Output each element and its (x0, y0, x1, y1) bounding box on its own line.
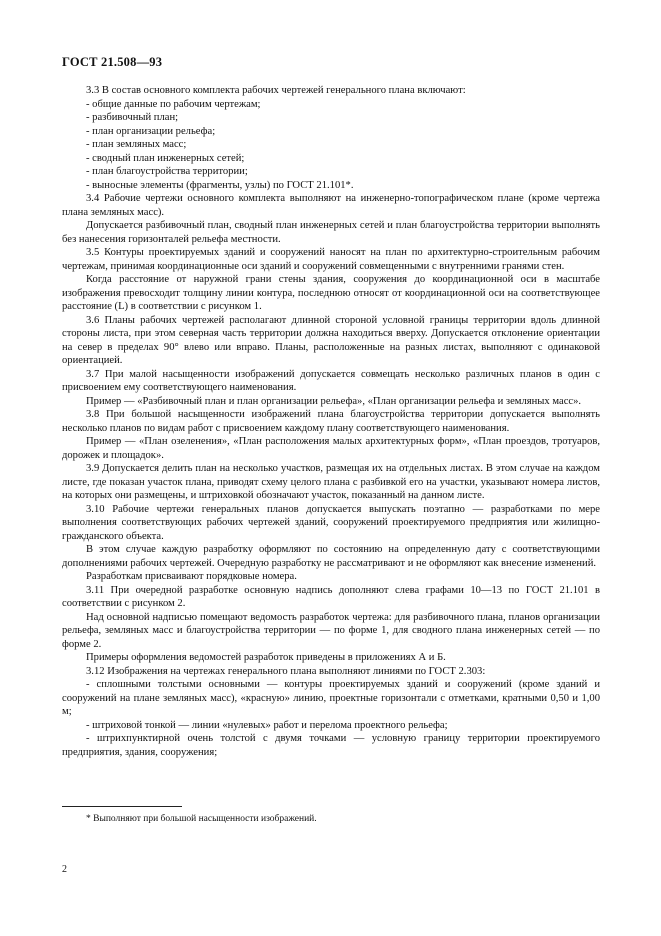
list-item: - план благоустройства территории; (86, 166, 248, 177)
list-item: - сводный план инженерных сетей; (86, 152, 245, 164)
paragraph: Над основной надписью помещают ведомость разработок чертежа: для разбивочного плана, планов организации рельефа, земляных масс и благоустройства территории — по форме 1, для сводного плана инженерных сетей — по форме 2. (62, 611, 600, 650)
document-header: ГОСТ 21.508—93 (62, 55, 163, 69)
paragraph: 3.12 Изображения на чертежах генерального плана выполняют линиями по ГОСТ 2.303: (86, 665, 486, 677)
paragraph: 3.8 При большой насыщенности изображений плана благоустройства территории допускается выполнять несколько планов по видам работ с присвоением каждому плану соответствующего наименования. (62, 409, 600, 434)
list-item: - общие данные по рабочим чертежам; (86, 98, 261, 110)
paragraph: Разработкам присваивают порядковые номера. (86, 571, 297, 582)
example-paragraph: Пример — «Разбивочный план и план организации рельефа», «План организации рельефа и земляных масс». (86, 395, 582, 407)
paragraph: 3.10 Рабочие чертежи генеральных планов допускается выпускать поэтапно — разработками по мере выполнения соответствующих рабочих чертежей зданий, сооружений проектируемого предприятия или жилищно-гражданского объекта. (62, 503, 600, 542)
footnote-divider (62, 806, 182, 807)
paragraph: 3.3 В состав основного комплекта рабочих чертежей генерального плана включают: (86, 85, 466, 96)
paragraph: Примеры оформления ведомостей разработок приведены в приложениях А и Б. (86, 652, 446, 663)
list-item: - штрихпунктирной очень толстой с двумя точками — условную границу территории проектируемого предприятия, здания, сооружения; (62, 733, 600, 758)
paragraph: Допускается разбивочный план, сводный план инженерных сетей и план благоустройства территории выполнять без нанесения горизонталей рельефа местности. (62, 220, 600, 245)
list-item: - план организации рельефа; (86, 125, 216, 137)
paragraph: 3.9 Допускается делить план на несколько участков, размещая их на отдельных листах. В этом случае на каждом листе, где показан участок плана, приводят схему целого плана с разбивкой его на участки, указывают номера листов, на которых они размещены, и штриховкой обозначают участок, показанный на данном листе. (62, 463, 600, 501)
paragraph: 3.4 Рабочие чертежи основного комплекта выполняют на инженерно-топографическом плане (кроме чертежа плана земляных масс). (62, 193, 600, 218)
list-item: - план земляных масс; (86, 139, 187, 150)
list-item: - штриховой тонкой — линии «нулевых» работ и перелома проектного рельефа; (86, 719, 448, 731)
paragraph: В этом случае каждую разработку оформляют по состоянию на определенную дату с соответствующими дополнениями рабочих чертежей. Очередную разработку не рассматривают и не оформляют как внесение изменений. (62, 544, 600, 569)
paragraph: 3.7 При малой насыщенности изображений допускается совмещать несколько различных планов в один с присвоением ему соответствующего наименования. (62, 368, 600, 393)
list-item: - сплошными толстыми основными — контуры проектируемых зданий и сооружений (кроме зданий и сооружений на плане земляных масс), «красную» линию, проектные горизонтали с отметками, кратными 0,50 и 1,00 м; (62, 679, 600, 717)
paragraph: 3.11 При очередной разработке основную надпись дополняют слева графами 10—13 по ГОСТ 21.101 в соответствии с рисунком 2. (62, 584, 600, 609)
footnote: * Выполняют при большой насыщенности изображений. (86, 814, 317, 824)
example-paragraph: Пример — «План озеленения», «План расположения малых архитектурных форм», «План проездов, тротуаров, дорожек и площадок». (62, 436, 600, 461)
document-body (62, 84, 600, 759)
list-item: - выносные элементы (фрагменты, узлы) по ГОСТ 21.101*. (86, 179, 354, 191)
paragraph: 3.5 Контуры проектируемых зданий и сооружений наносят на план по архитектурно-строительным рабочим чертежам, принимая координационные оси зданий и сооружений совмещенными с внутренними гранями стен. (62, 247, 600, 272)
page-number: 2 (62, 864, 67, 875)
paragraph: 3.6 Планы рабочих чертежей располагают длинной стороной условной границы территории вдоль длинной стороны листа, при этом северная часть территории должна находиться вверху. Допускается отклонение ориентации на север в пределах 90° влево или вправо. Планы, расположенные на разных листах, выполняют с одинаковой ориентацией. (62, 314, 600, 366)
list-item: - разбивочный план; (86, 112, 179, 123)
paragraph: Когда расстояние от наружной грани стены здания, сооружения до координационной оси в масштабе изображения превосходит толщину линии контура, последнюю относят от координационной оси на соответствующее расстояние (L) в соответствии с рисунком 1. (62, 274, 600, 312)
